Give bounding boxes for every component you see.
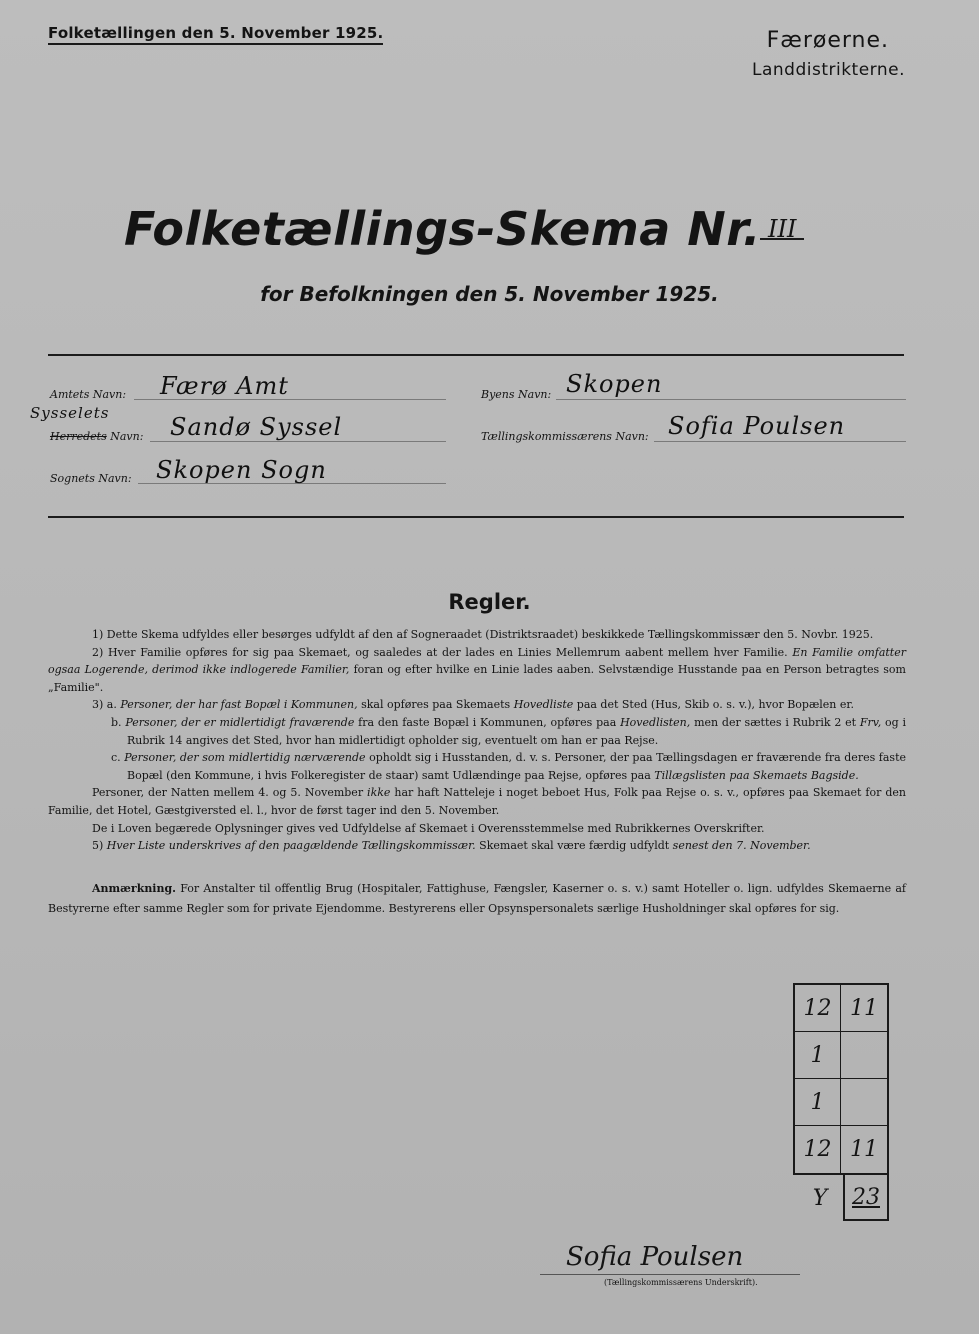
top-divider <box>48 354 904 356</box>
tally-cell: 11 <box>841 985 887 1032</box>
tally-total-right: 23 <box>843 1175 889 1221</box>
kommissaer-label: Tællingskommissærens Navn: <box>481 430 649 443</box>
bottom-divider <box>48 516 904 518</box>
herred-label <box>50 430 143 443</box>
rule-3a <box>48 696 906 714</box>
herred-line <box>150 441 446 442</box>
signature-caption: (Tællingskommissærens Underskrift). <box>604 1278 758 1287</box>
rule-3b-italic-3: Frv, <box>859 715 882 729</box>
tally-cell: 12 <box>795 1126 841 1173</box>
regler-heading: Regler. <box>448 590 531 614</box>
by-line <box>556 399 906 400</box>
anmaerkning-note <box>48 879 906 919</box>
rule-3b-text-end: og i Rubrik 14 angives det Sted, hvor han midlertidigt opholder sig, eventuelt om han er paa Rejse. <box>127 715 906 747</box>
rule-2-text: 2) Hver Familie opføres for sig paa Skemaet, og saaledes at der lades en Linies Mellemrum aabent mellem hver Familie. <box>92 645 793 659</box>
rule-3b-italic-2: Hovedlisten, <box>620 715 691 729</box>
rule-2 <box>48 644 906 697</box>
rule-2-text-end: foran og efter hvilke en Linie lades aaben. Selvstændige Husstande paa en Person betragtes som „Familie". <box>48 663 906 694</box>
rule-3a-text-end: paa det Sted (Hus, Skib o. s. v.), hvor Bopælen er. <box>573 698 854 712</box>
herred-label-rest: Navn: <box>110 430 144 443</box>
rule-1: 1) Dette Skema udfyldes eller besørges udfyldt af den af Sogneraadet (Distriktsraadet) beskikkede Tællingskommissær den 5. Novbr. 1925. <box>92 628 874 641</box>
rule-4-italic: ikke <box>367 786 391 800</box>
rule-3b-text: fra den faste Bopæl i Kommunen, opføres paa <box>354 715 621 729</box>
kommissaer-line <box>654 441 906 442</box>
rule-6 <box>48 837 906 855</box>
rule-4 <box>48 784 906 819</box>
rule-6-italic: Hver Liste underskrives af den paagældende Tællingskommissær. <box>106 839 476 853</box>
tally-total-left: Y <box>812 1186 828 1211</box>
by-value: Skopen <box>566 370 663 398</box>
rule-3b-text-2: men der sættes i Rubrik 2 et <box>690 715 860 729</box>
census-date-header: Folketællingen den 5. November 1925. <box>48 24 383 45</box>
rule-3b-num: b. <box>111 715 126 729</box>
tally-cell: 1 <box>795 1032 841 1079</box>
rule-3b-italic: Personer, der er midlertidigt fraværende <box>125 715 355 729</box>
tally-cell: 11 <box>850 1137 878 1162</box>
rule-3a-text: skal opføres paa Skemaets <box>357 698 514 712</box>
rule-3c <box>48 749 906 784</box>
amt-label: Amtets Navn: <box>50 388 127 401</box>
rule-3c-italic: Personer, der som midlertidig nærværende <box>124 751 366 765</box>
signature-line <box>540 1274 800 1275</box>
herred-struck-word: Herredets <box>50 430 107 443</box>
tally-grid <box>793 983 889 1175</box>
rule-5: De i Loven begærede Oplysninger gives ved Udfyldelse af Skemaet i Overensstemmelse med Rubrikkernes Overskrifter. <box>92 821 765 835</box>
rule-3b <box>48 714 906 749</box>
tally-cell <box>841 1079 887 1126</box>
rule-3c-italic-2: Tillægslisten paa Skemaets Bagside. <box>654 768 859 782</box>
rule-3c-num: c. <box>111 751 125 765</box>
anmaerkning-label: Anmærkning. <box>92 882 177 895</box>
herred-value: Sandø Syssel <box>170 413 343 441</box>
rule-2-italic: En Familie omfatter ogsaa Logerende, derimod ikke indlogerede Familier, <box>48 645 906 677</box>
form-title: Folketællings-Skema Nr. <box>124 202 761 256</box>
tally-cell <box>841 1032 887 1079</box>
rule-3a-italic-2: Hovedliste <box>513 698 574 712</box>
rule-6-text: Skemaet skal være færdig udfyldt <box>475 839 673 853</box>
form-number: III <box>760 220 804 240</box>
region-header: Færøerne. <box>766 28 889 53</box>
sogn-value: Skopen Sogn <box>156 456 327 484</box>
rule-4-text: Personer, der Natten mellem 4. og 5. November <box>92 786 368 800</box>
tally-cell: 1 <box>795 1079 841 1126</box>
sogn-label: Sognets Navn: <box>50 472 132 485</box>
rule-6-italic-2: senest den 7. November. <box>672 839 811 853</box>
by-label: Byens Navn: <box>481 388 552 401</box>
kommissaer-signature: Sofia Poulsen <box>566 1242 744 1272</box>
form-subtitle: for Befolkningen den 5. November 1925. <box>260 282 719 306</box>
anmaerkning-text: For Anstalter til offentlig Brug (Hospitaler, Fattighuse, Fængsler, Kaserner o. s. v.) samt Hoteller o. lign. udfyldes Skemaerne af Bestyrerne efter samme Regler som for private Ejendomme. Bestyrerens eller Opsynspersonalets særlige Husholdninger skal opføres for sig. <box>48 882 906 915</box>
rule-4-text-end: har haft Natteleje i noget beboet Hus, Folk paa Rejse o. s. v., opføres paa Skemaet for den Familie, det Hotel, Gæstgiversted el. l., hvor de først tager ind den 5. November. <box>48 786 906 817</box>
kommissaer-value: Sofia Poulsen <box>668 412 846 440</box>
rule-3c-text: opholdt sig i Husstanden, d. v. s. Personer, der paa Tællingsdagen er fraværende fra deres faste Bopæl (den Kommune, i hvis Folkeregister de staar) samt Udlændinge paa Rejse, opføres paa <box>127 751 907 782</box>
rule-6-num: 5) <box>92 839 107 853</box>
tally-cell: 12 <box>795 985 841 1032</box>
rule-3a-num: 3) a. <box>92 698 121 712</box>
amt-value: Færø Amt <box>160 372 289 400</box>
rules-text <box>48 626 906 855</box>
rule-3a-italic: Personer, der har fast Bopæl i Kommunen, <box>120 698 358 712</box>
district-header: Landdistrikterne. <box>752 60 905 80</box>
herred-handwritten-prefix: Sysselets <box>30 404 110 422</box>
